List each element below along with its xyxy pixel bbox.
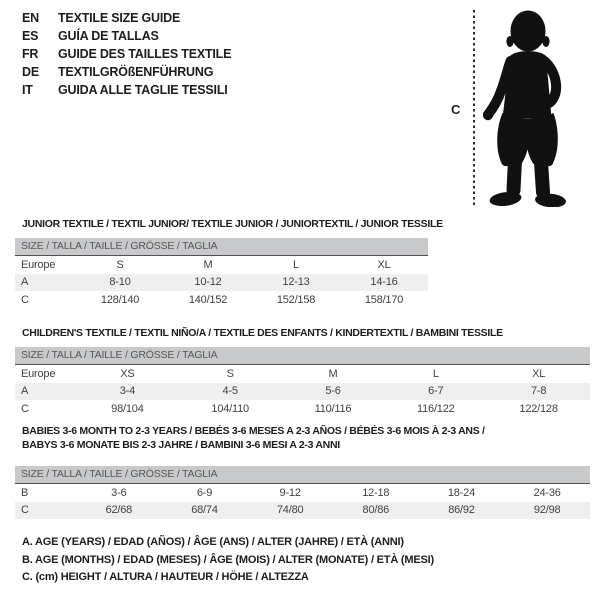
section-title-line: JUNIOR TEXTILE / TEXTIL JUNIOR/ TEXTILE JUNIOR / JUNIORTEXTIL / JUNIOR TESSILE (22, 218, 443, 230)
size-header-bar: SIZE / TALLA / TAILLE / GRÖSSE / TAGLIA (15, 466, 590, 484)
section-title (15, 424, 590, 452)
table-row (15, 274, 428, 292)
legend-line: B. AGE (MONTHS) / EDAD (MESES) / ÂGE (MOIS) / ALTER (MONATE) / ETÀ (MESI) (22, 553, 434, 566)
row-value: 14-16 (340, 274, 428, 292)
row-label: C (15, 502, 76, 520)
section-title-line: CHILDREN'S TEXTILE / TEXTIL NIÑO/A / TEXTILE DES ENFANTS / KINDERTEXTIL / BAMBINI TESSILE (22, 327, 503, 339)
row-value: XL (377, 258, 391, 271)
language-code: FR (22, 47, 39, 61)
language-row (22, 27, 231, 45)
row-value: 110/116 (314, 402, 352, 415)
row-label: A (15, 274, 76, 292)
row-value: M (328, 367, 338, 380)
language-row (22, 45, 231, 63)
row-value: 12-13 (252, 274, 340, 292)
language-row (22, 9, 231, 27)
table-row (15, 256, 428, 274)
table-row (15, 291, 428, 309)
legend-line: A. AGE (YEARS) / EDAD (AÑOS) / ÂGE (ANS) / ALTER (JAHRE) / ETÀ (ANNI) (22, 536, 404, 548)
row-value: 12-18 (362, 486, 390, 499)
section-childrens-textile (15, 326, 590, 418)
row-value: 62/68 (76, 502, 162, 520)
row-value: 122/128 (519, 402, 558, 415)
row-value: 8-10 (76, 274, 164, 292)
size-table (15, 256, 428, 309)
size-table-body (15, 256, 428, 309)
row-value: 6-7 (384, 383, 487, 401)
size-header-bar: SIZE / TALLA / TAILLE / GRÖSSE / TAGLIA (15, 238, 428, 256)
row-value: 92/98 (504, 502, 590, 520)
row-value: 116/122 (417, 402, 455, 415)
row-value: 86/92 (419, 502, 505, 520)
row-value: M (203, 258, 213, 271)
row-label: C (21, 402, 29, 415)
section-title-line: BABYS 3-6 MONATE BIS 2-3 JAHRE / BAMBINI 3-6 MESI A 2-3 ANNI (22, 439, 340, 451)
section-title (15, 326, 590, 340)
row-value: 6-9 (196, 486, 213, 499)
language-title: GUIDA ALLE TAGLIE TESSILI (58, 83, 228, 97)
table-row (15, 400, 590, 418)
size-table-body (15, 365, 590, 418)
row-value: 74/80 (247, 502, 333, 520)
language-code: DE (22, 65, 39, 79)
language-list (22, 9, 231, 99)
size-table (15, 484, 590, 519)
language-title: TEXTILGRÖßENFÜHRUNG (58, 65, 214, 79)
row-value: 104/110 (211, 402, 249, 415)
language-code: IT (22, 83, 33, 97)
language-code: ES (22, 29, 39, 43)
row-value: S (116, 258, 124, 271)
row-value: 68/74 (162, 502, 248, 520)
row-value: 10-12 (164, 274, 252, 292)
row-value: 3-6 (111, 486, 127, 499)
row-label: Europe (21, 367, 56, 380)
row-value: 4-5 (179, 383, 282, 401)
height-dotted-line (473, 10, 475, 207)
language-title: GUÍA DE TALLAS (58, 29, 159, 43)
row-value: 98/104 (111, 402, 144, 415)
table-row (15, 365, 590, 383)
language-row (22, 81, 231, 99)
row-value: 140/152 (188, 293, 228, 306)
row-value: 80/86 (333, 502, 419, 520)
row-label: A (15, 383, 76, 401)
row-value: 18-24 (447, 486, 476, 499)
row-value: 5-6 (282, 383, 385, 401)
section-junior-textile (15, 217, 443, 309)
size-table (15, 365, 590, 418)
language-title: TEXTILE SIZE GUIDE (58, 11, 181, 25)
row-value: S (226, 367, 234, 380)
language-row (22, 63, 231, 81)
row-label: C (21, 293, 29, 306)
language-code: EN (22, 11, 39, 25)
row-value: XL (532, 367, 546, 380)
row-label: B (21, 486, 29, 499)
row-value: 9-12 (279, 486, 301, 499)
height-measure-label: C (451, 102, 461, 117)
row-label: Europe (21, 258, 56, 271)
measurement-legend (22, 534, 434, 587)
toddler-silhouette-icon (483, 10, 567, 207)
section-title-line: BABIES 3-6 MONTH TO 2-3 YEARS / BEBÉS 3-6 MESES A 2-3 AÑOS / BÉBÉS 3-6 MOIS À 2-3 ANS / (22, 425, 485, 437)
size-table-body (15, 484, 590, 519)
row-value: L (432, 367, 439, 380)
language-title: GUIDE DES TAILLES TEXTILE (58, 47, 232, 61)
table-row (15, 383, 590, 401)
row-value: L (293, 258, 299, 271)
row-value: 158/170 (364, 293, 404, 306)
row-value: 24-36 (533, 486, 561, 499)
row-value: XS (120, 367, 135, 380)
table-row (15, 484, 590, 502)
section-title (15, 217, 443, 231)
row-value: 7-8 (487, 383, 590, 401)
row-value: 3-4 (76, 383, 179, 401)
size-header-bar: SIZE / TALLA / TAILLE / GRÖSSE / TAGLIA (15, 347, 590, 365)
table-row (15, 502, 590, 520)
section-babies-textile (15, 424, 590, 519)
row-value: 128/140 (100, 293, 140, 306)
legend-line: C. (cm) HEIGHT / ALTURA / HAUTEUR / HÖHE / ALTEZZA (22, 571, 309, 583)
row-value: 152/158 (276, 293, 316, 306)
